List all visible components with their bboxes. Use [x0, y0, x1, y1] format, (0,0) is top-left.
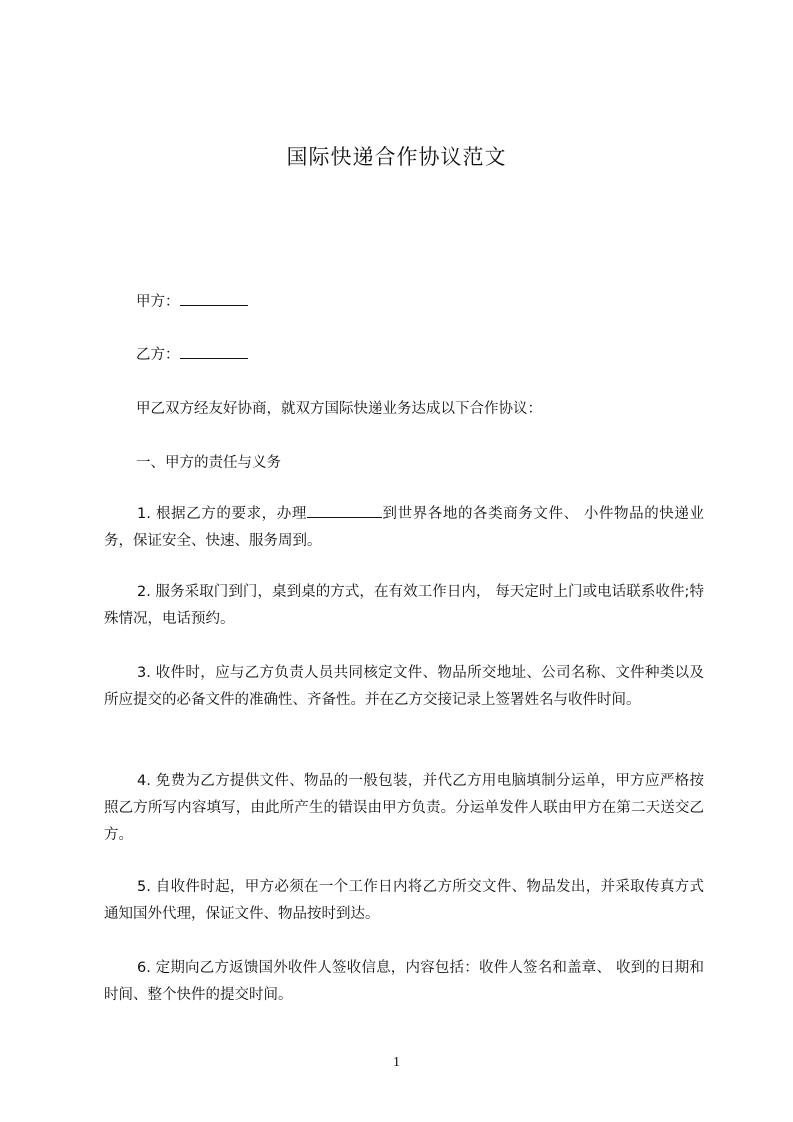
clause-1-text-before: 1. 根据乙方的要求，办理: [137, 506, 307, 522]
intro-paragraph: 甲乙双方经友好协商，就双方国际快递业务达成以下合作协议：: [136, 401, 542, 417]
clause-4: 4. 免费为乙方提供文件、物品的一般包装，并代乙方用电脑填制分运单，甲方应严格按照乙方所写内容填写，由此所产生的错误由甲方负责。分运单发件人联由甲方在第二天送交乙方。: [104, 773, 704, 843]
party-b-label: 乙方：: [136, 347, 180, 363]
clause-3: 3. 收件时，应与乙方负责人员共同核定文件、物品所交地址、公司名称、文件种类以及所应提交的必备文件的准确性、齐备性。并在乙方交接记录上签署姓名与收件时间。: [104, 665, 704, 708]
clause-5: 5. 自收件时起，甲方必须在一个工作日内将乙方所交文件、物品发出，并采取传真方式通知国外代理，保证文件、物品按时到达。: [104, 879, 704, 922]
section-1-heading: 一、甲方的责任与义务: [136, 455, 281, 471]
party-a-line: [136, 291, 248, 312]
document-title: 国际快递合作协议范文: [286, 145, 507, 169]
party-b-blank: [180, 344, 248, 359]
clause-1-blank: [307, 503, 382, 518]
clause-6: 6. 定期向乙方返馈国外收件人签收信息，内容包括：收件人签名和盖章、 收到的日期和时间、整个快件的提交时间。: [104, 960, 704, 1003]
party-b-line: [136, 344, 248, 365]
party-a-blank: [180, 291, 248, 306]
clause-1-text-after: 到世界各地的各类商务文件、 小件物品的快递业务，保证安全、快速、服务周到。: [104, 506, 704, 549]
page-number: 1: [393, 1055, 400, 1070]
clause-2: 2. 服务采取门到门，桌到桌的方式，在有效工作日内， 每天定时上门或电话联系收件;特殊情况，电话预约。: [104, 584, 704, 627]
party-a-label: 甲方：: [136, 294, 180, 310]
clause-1: [104, 501, 704, 555]
